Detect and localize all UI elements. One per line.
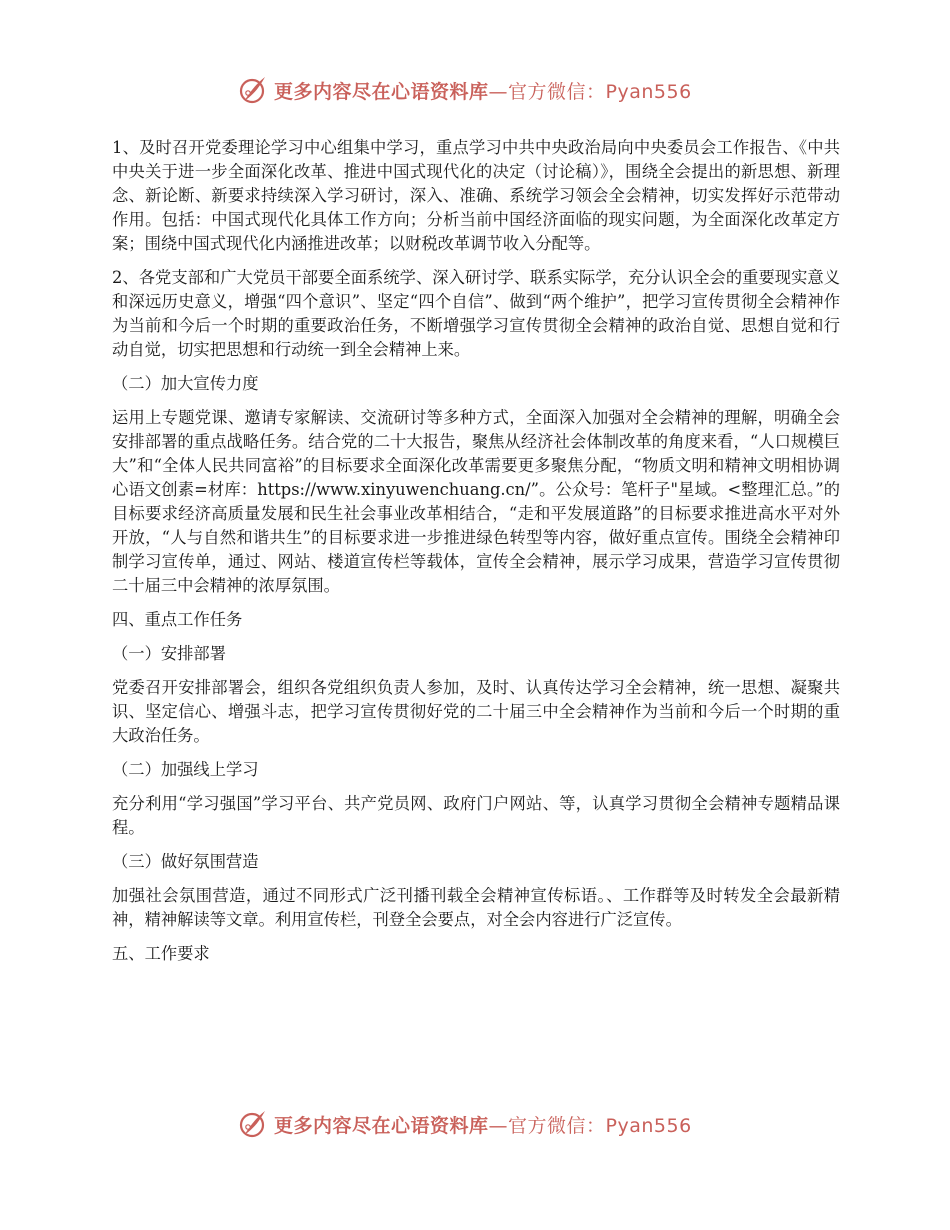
watermark-sub-text: —官方微信：Pyan556 [488,1114,692,1137]
watermark-text [274,77,692,104]
section-heading: 五、工作要求 [112,944,210,963]
paragraph: 2、各党支部和广大党员干部要全面系统学、深入研讨学、联系实际学，充分认识全会的重要现实意义和深远历史意义，增强“四个意识”、坚定“四个自信”、做到“两个维护”，把学习宣传贯彻全会精神作为当前和今后一个时期的重要政治任务，不断增强学习宣传贯彻全会精神的政治自觉、思想自觉和行动自觉，切实把思想和行动统一到全会精神上来。 [112,268,840,359]
paragraph: 加强社会氛围营造，通过不同形式广泛刊播刊载全会精神宣传标语。、工作群等及时转发全会最新精神，精神解读等文章。利用宣传栏，刊登全会要点，对全会内容进行广泛宣传。 [112,886,840,929]
paragraph: 充分利用“学习强国”学习平台、共产党员网、政府门户网站、等，认真学习贯彻全会精神专题精品课程。 [112,794,840,837]
paragraph: 党委召开安排部署会，组织各党组织负责人参加，及时、认真传达学习全会精神，统一思想、凝聚共识、坚定信心、增强斗志，把学习宣传贯彻好党的二十届三中全会精神作为当前和今后一个时期的重大政治任务。 [112,678,840,745]
section-heading: （二）加大宣传力度 [112,374,259,393]
document-body [112,136,840,976]
quill-logo-icon [236,1108,268,1140]
watermark-main-text: 更多内容尽在心语资料库 [274,80,489,103]
section-heading: 四、重点工作任务 [112,610,243,629]
section-heading: （三）做好氛围营造 [112,852,259,871]
watermark-main-text: 更多内容尽在心语资料库 [274,1114,489,1137]
paragraph: 运用上专题党课、邀请专家解读、交流研讨等多种方式，全面深入加强对全会精神的理解，明确全会安排部署的重点战略任务。结合党的二十大报告，聚焦从经济社会体制改革的角度来看，“人口规模巨大”和“全体人民共同富裕”的目标要求全面深化改革需要更多聚焦分配，“物质文明和精神文明相协调心语文创素=材库：https://www.xinyuwenchuang.cn/”。公众号：笔杆子"星域。<整理汇总。”的目标要求经济高质量发展和民生社会事业改革相结合，“走和平发展道路”的目标要求推进高水平对外开放，“人与自然和谐共生”的目标要求进一步推进绿色转型等内容，做好重点宣传。围绕全会精神印制学习宣传单，通过、网站、楼道宣传栏等载体，宣传全会精神，展示学习成果，营造学习宣传贯彻二十届三中会精神的浓厚氛围。 [112,408,840,595]
section-heading: （一）安排部署 [112,644,226,663]
watermark-header [236,72,716,108]
quill-logo-icon [236,74,268,106]
paragraph: 1、及时召开党委理论学习中心组集中学习，重点学习中共中央政治局向中央委员会工作报告、《中共中央关于进一步全面深化改革、推进中国式现代化的决定（讨论稿）》，围绕全会提出的新思想、新理念、新论断、新要求持续深入学习研讨，深入、准确、系统学习领会全会精神，切实发挥好示范带动作用。包括：中国式现代化具体工作方向；分析当前中国经济面临的现实问题，为全面深化改革定方案；围绕中国式现代化内涵推进改革；以财税改革调节收入分配等。 [112,138,840,253]
watermark-text [274,1111,692,1138]
section-heading: （二）加强线上学习 [112,760,259,779]
watermark-sub-text: —官方微信：Pyan556 [488,80,692,103]
watermark-footer [236,1106,716,1142]
